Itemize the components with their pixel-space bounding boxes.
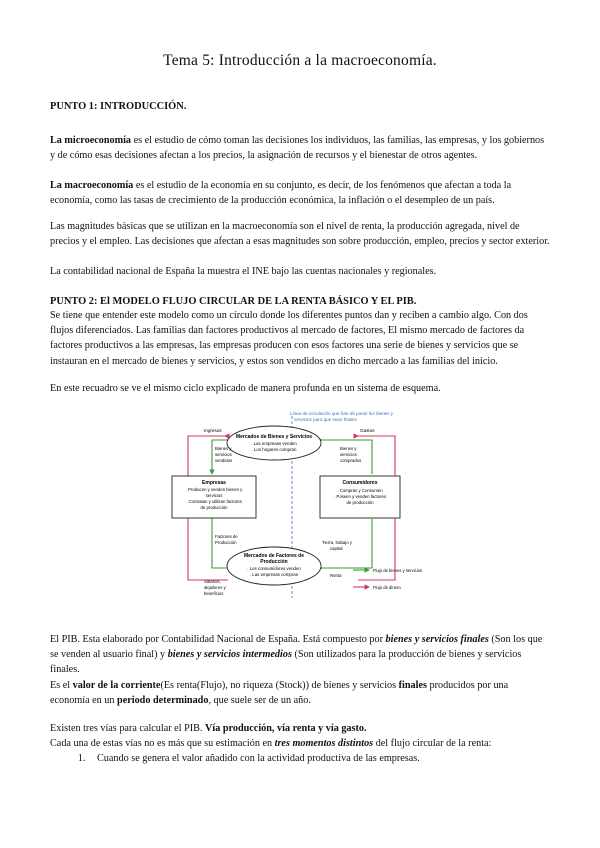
paragraph-vias — [50, 721, 550, 767]
paragraph-magnitudes: Las magnitudes básicas que se utilizan en la macroeconomía son el nivel de renta, la producción agregada, nivel de precios y el empleo. Las decisiones que afectan a esas magnitudes son sobre producción, empleo, precios y sector exterior. — [50, 221, 550, 248]
pib-bold-valor: valor de la corriente — [72, 679, 161, 691]
households-line-1: . Compran y Consumen — [337, 488, 383, 493]
vias-text-3: del flujo circular de la renta: — [373, 738, 492, 750]
firms-line-1: . Producen y venden bienes y — [185, 487, 243, 492]
vias-bold-momentos: tres momentos distintos — [274, 738, 374, 750]
label-salarios-2: alquileres y — [204, 585, 226, 590]
goods-market-line-1: . Las empresas venden — [251, 441, 297, 446]
vias-text-1: Existen tres vías para calcular el PIB. — [50, 723, 206, 734]
pib-bold-intermedios: bienes y servicios intermedios — [167, 649, 292, 661]
paragraph-flujo-circular: Se tiene que entender este modelo como un círculo donde los diferentes puntos dan y reciben a cambio algo. Con dos flujos diferenciados. Las familias dan factores productivos al mercado de factores, El mismo mercado de factores da factores productivos a las empresas, las empresas producen con esos factores una serie de bienes y servicios que se instauran en el mercado de bienes y servicios, y estos son vendidos en dicho mercado a las familias del inicio. — [50, 310, 528, 367]
label-salarios-1: Salarios, — [204, 579, 221, 584]
vias-list — [50, 751, 550, 766]
label-tierra-1: Tierra, trabajo y — [322, 540, 352, 545]
label-tierra-2: capital — [330, 546, 343, 551]
diagram-note-line-1: Linea de circulación que han de pasar los bienes y — [290, 411, 394, 416]
vias-text-2: Cada una de estas vías no es más que su estimación en — [50, 738, 275, 750]
section-heading-punto-1: PUNTO 1: INTRODUCCIÓN. — [50, 101, 187, 112]
term-macroeconomia: La macroeconomía — [50, 180, 134, 191]
label-bs-vendidos-3: vendidos — [215, 458, 233, 463]
firms-line-2: servicios — [205, 493, 223, 498]
micro-text: es el estudio de cómo toman las decisiones los individuos, las familias, las empresas, y los gobiernos y de cómo esas decisiones afectan a los precios, la asignación de recursos y el bienestar de otros agentes. — [50, 135, 545, 162]
pib-bold-finales-2: finales — [398, 679, 427, 691]
list-item: 1. Cuando se genera el valor añadido con la actividad productiva de las empresas. — [88, 751, 550, 766]
paragraph-recuadro: En este recuadro se ve el mismo ciclo explicado de manera profunda en un sistema de esquema. — [50, 383, 441, 394]
pib-text-1: El PIB. Esta elaborado por Contabilidad Nacional de España. Está compuesto por — [50, 634, 386, 645]
factor-market-title-2: Producción — [260, 559, 288, 565]
goods-market-title: Mercados de Bienes y Servicios — [235, 434, 313, 440]
label-factores-1: Factores de — [215, 534, 238, 539]
circular-flow-diagram — [170, 406, 440, 600]
paragraph-macro — [50, 178, 550, 208]
term-microeconomia: La microeconomía — [50, 135, 132, 146]
diagram-note-line-2: servicios para que sean finales — [294, 417, 358, 422]
pib-text-5: (Es renta(Flujo), no riqueza (Stock)) de bienes y servicios — [160, 679, 399, 691]
paragraph-pib — [50, 632, 550, 708]
firms-line-4: de producción — [200, 505, 228, 510]
label-bs-vendidos-2: servicios — [215, 452, 232, 457]
pib-text-3: (Son utilizados para la producción de bienes y servicios finales. — [50, 649, 522, 676]
section-heading-punto-2: PUNTO 2: El MODELO FLUJO CIRCULAR DE LA RENTA BÁSICO Y EL PIB. — [50, 296, 417, 307]
label-bs-comprados-3: comprados — [340, 458, 362, 463]
label-renta: Renta — [330, 573, 342, 578]
macro-text: es el estudio de la economía en su conjunto, es decir, de los fenómenos que afectan a toda la economía, como las tasas de crecimiento de la producción económica, la inflación o el desempleo de un país. — [50, 180, 512, 207]
goods-market-line-2: . Los hogares compran — [251, 447, 297, 452]
households-line-3: de producción — [346, 500, 374, 505]
pib-bold-periodo: periodo determinado — [117, 694, 209, 706]
paragraph-ine: La contabilidad nacional de España la muestra el INE bajo las cuentas nacionales y regionales. — [50, 266, 437, 277]
label-bs-vendidos-1: Bienes y — [215, 446, 232, 451]
legend-green-label: Flujo de bienes y servicios — [373, 568, 423, 573]
pib-text-6: producidos por una economía en un — [50, 679, 509, 706]
pib-bold-finales: bienes y servicios finales — [385, 634, 489, 645]
pib-text-4: Es el — [50, 679, 73, 691]
pib-text-7: , que suele ser de un año. — [208, 694, 311, 706]
households-line-2: . Poseen y venden factores — [333, 494, 387, 499]
factor-market-line-2: . Las empresas compran — [249, 572, 299, 577]
factor-market-line-1: . Los consumidores venden — [247, 566, 301, 571]
paragraph-micro — [50, 133, 550, 163]
legend-pink-label: Flujo de dinero — [373, 585, 401, 590]
label-factores-2: Producción — [215, 540, 237, 545]
page-title: Tema 5: Introducción a la macroeconomía. — [163, 52, 437, 69]
firms-title: Empresas — [202, 480, 226, 486]
label-bs-comprados-1: Bienes y — [340, 446, 357, 451]
label-salarios-3: beneficios — [204, 591, 224, 596]
vias-bold-1: Vía producción, vía renta y vía gasto. — [205, 723, 367, 734]
households-title: Consumidores — [342, 480, 378, 486]
label-ingresos: Ingresos — [204, 428, 222, 433]
firms-line-3: . Contratan y utilizan factores — [186, 499, 242, 504]
label-gastos: Gastos — [360, 428, 375, 433]
label-bs-comprados-2: servicios — [340, 452, 357, 457]
factor-market-title-1: Mercados de Factores de — [243, 553, 305, 559]
pib-text-2: (Son los que se venden al usuario final) y — [50, 634, 543, 661]
